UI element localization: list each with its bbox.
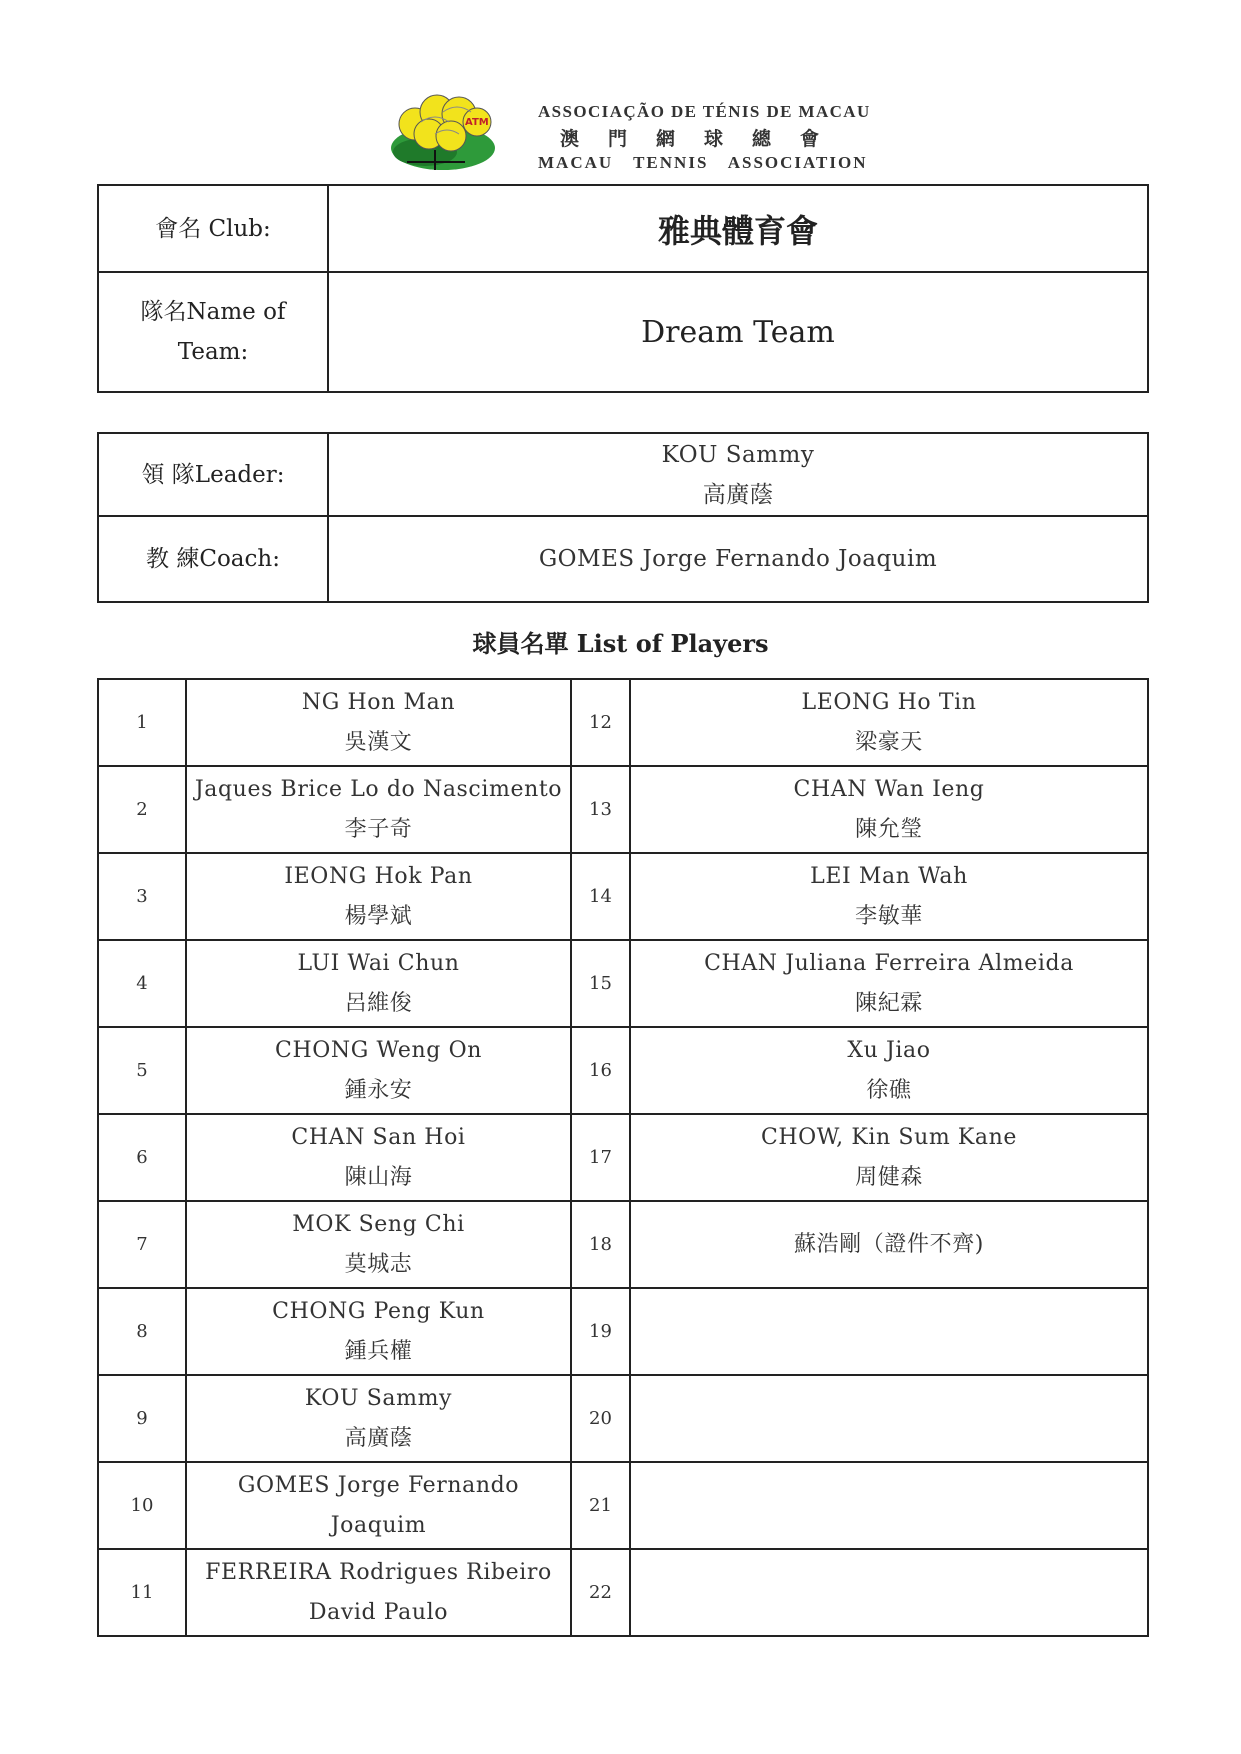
player-name-cell (630, 1114, 1148, 1201)
player-name: KOU Sammy (304, 1385, 453, 1411)
player-name-cell (630, 1201, 1148, 1288)
player-number-cell (98, 853, 186, 940)
player-name-cell (630, 1027, 1148, 1114)
player-name-cell (630, 1462, 1148, 1549)
player-number: 9 (136, 1408, 148, 1429)
player-number-cell (98, 1462, 186, 1549)
player-number: 8 (136, 1321, 148, 1342)
player-number: 6 (136, 1147, 148, 1168)
player-number-cell (98, 1201, 186, 1288)
player-name-cell (186, 1201, 571, 1288)
team-label (98, 272, 328, 392)
player-name: 陳山海 (344, 1164, 413, 1190)
player-number: 5 (136, 1060, 148, 1081)
tennis-association-logo (385, 92, 497, 174)
player-name: 李敏華 (855, 903, 923, 929)
player-number-cell (571, 679, 630, 766)
player-row (98, 1549, 1148, 1636)
player-name: 高廣蔭 (344, 1425, 413, 1451)
player-number: 4 (136, 973, 148, 994)
player-row (98, 1114, 1148, 1201)
player-name: David Paulo (308, 1599, 449, 1625)
player-name: 陳允瑩 (855, 816, 923, 842)
player-row (98, 1375, 1148, 1462)
player-row (98, 1288, 1148, 1375)
player-number: 19 (589, 1321, 612, 1342)
team-label-text: 隊名Name of Team: (140, 299, 286, 365)
player-number: 22 (589, 1582, 612, 1603)
player-name-cell (630, 1375, 1148, 1462)
player-name-cell (186, 940, 571, 1027)
player-name-cell (186, 1114, 571, 1201)
player-number-cell (571, 1549, 630, 1636)
player-row (98, 679, 1148, 766)
player-row (98, 766, 1148, 853)
player-number: 3 (136, 886, 148, 907)
player-number: 16 (589, 1060, 612, 1081)
player-name-cell (630, 940, 1148, 1027)
player-name: 梁豪天 (855, 729, 923, 755)
player-name: 呂維俊 (344, 990, 413, 1016)
player-name: CHOW, Kin Sum Kane (760, 1124, 1018, 1150)
org-name-portuguese: ASSOCIAÇÃO DE TÉNIS DE MACAU (538, 102, 871, 121)
coach-value: GOMES Jorge Fernando Joaquim (328, 516, 1148, 602)
player-name: CHAN Wan Ieng (793, 776, 985, 802)
player-number-cell (98, 1114, 186, 1201)
player-number-cell (571, 1201, 630, 1288)
player-name: Jaques Brice Lo do Nascimento (194, 776, 563, 802)
coach-label: 教 練Coach: (98, 516, 328, 602)
player-name: 吳漢文 (344, 729, 413, 755)
player-number: 21 (589, 1495, 612, 1516)
player-name-cell (630, 1288, 1148, 1375)
player-number-cell (98, 940, 186, 1027)
player-number: 14 (589, 886, 612, 907)
player-number-cell (571, 1462, 630, 1549)
player-name: CHAN Juliana Ferreira Almeida (704, 950, 1074, 976)
player-number-cell (571, 1288, 630, 1375)
player-name-cell (186, 1027, 571, 1114)
player-name: 李子奇 (344, 816, 413, 842)
player-name: CHONG Weng On (275, 1037, 482, 1063)
leader-label: 領 隊Leader: (98, 433, 328, 516)
player-number-cell (571, 1114, 630, 1201)
player-name: CHAN San Hoi (291, 1124, 466, 1150)
player-row (98, 853, 1148, 940)
players-table (97, 678, 1149, 1637)
player-name: NG Hon Man (301, 689, 456, 715)
player-name: 楊學斌 (344, 903, 413, 929)
player-name-cell (630, 1549, 1148, 1636)
player-number-cell (571, 1375, 630, 1462)
player-name-cell (186, 1375, 571, 1462)
player-name: IEONG Hok Pan (284, 863, 473, 889)
player-name: 周健森 (855, 1164, 923, 1190)
player-name: CHONG Peng Kun (272, 1298, 485, 1324)
player-name-cell (186, 766, 571, 853)
player-name-cell (186, 679, 571, 766)
player-name: LUI Wai Chun (297, 950, 460, 976)
player-row (98, 1027, 1148, 1114)
team-name: Dream Team (641, 314, 835, 350)
club-name: 雅典體育會 (657, 211, 818, 250)
team-value (328, 272, 1148, 392)
player-number-cell (98, 1027, 186, 1114)
letterhead (385, 92, 915, 177)
player-name: Joaquim (330, 1512, 427, 1538)
player-name: LEI Man Wah (810, 863, 968, 889)
player-number: 12 (589, 712, 612, 733)
player-name-cell (186, 1288, 571, 1375)
player-name-cell (186, 1549, 571, 1636)
players-list-title: 球員名單 List of Players (472, 629, 769, 658)
club-value (328, 185, 1148, 272)
player-name: 鍾兵權 (344, 1338, 413, 1364)
player-number: 2 (136, 799, 148, 820)
player-name: GOMES Jorge Fernando (237, 1472, 520, 1498)
player-name: Xu Jiao (847, 1037, 931, 1063)
player-name-cell (186, 1462, 571, 1549)
player-number: 15 (589, 973, 612, 994)
player-number: 17 (589, 1147, 612, 1168)
player-number-cell (98, 1288, 186, 1375)
leader-name-zh: 高廣蔭 (702, 481, 774, 508)
club-label: 會名 Club: (98, 185, 328, 272)
player-number-cell (571, 1027, 630, 1114)
player-number: 20 (589, 1408, 612, 1429)
player-name: LEONG Ho Tin (801, 689, 977, 715)
player-name-cell (630, 766, 1148, 853)
org-name-english: MACAU TENNIS ASSOCIATION (538, 153, 868, 172)
player-row (98, 1462, 1148, 1549)
player-number-cell (98, 1549, 186, 1636)
player-name: 莫城志 (344, 1251, 413, 1277)
leader-value (328, 433, 1148, 516)
player-number: 10 (130, 1495, 154, 1516)
player-number-cell (571, 940, 630, 1027)
org-name-chinese: 澳門網球總會 (560, 129, 849, 150)
player-name: 蘇浩剛（證件不齊) (794, 1231, 984, 1257)
leader-coach-table (97, 432, 1149, 603)
player-name: FERREIRA Rodrigues Ribeiro (205, 1559, 552, 1585)
player-number: 18 (589, 1234, 612, 1255)
player-number-cell (571, 853, 630, 940)
player-name-cell (630, 679, 1148, 766)
player-number-cell (98, 766, 186, 853)
player-number: 1 (136, 712, 148, 733)
club-team-table (97, 184, 1149, 393)
player-name: 陳紀霖 (855, 990, 923, 1016)
player-name-cell (186, 853, 571, 940)
player-number: 7 (136, 1234, 148, 1255)
player-number: 11 (130, 1582, 154, 1603)
player-name-cell (630, 853, 1148, 940)
player-number-cell (98, 1375, 186, 1462)
leader-name-en: KOU Sammy (661, 441, 815, 468)
player-row (98, 940, 1148, 1027)
player-name: 鍾永安 (344, 1077, 413, 1103)
player-row (98, 1201, 1148, 1288)
player-name: MOK Seng Chi (292, 1211, 465, 1237)
player-number-cell (571, 766, 630, 853)
logo-text: ATM (465, 117, 489, 128)
player-name: 徐礁 (866, 1077, 912, 1103)
player-number: 13 (589, 799, 612, 820)
player-number-cell (98, 679, 186, 766)
